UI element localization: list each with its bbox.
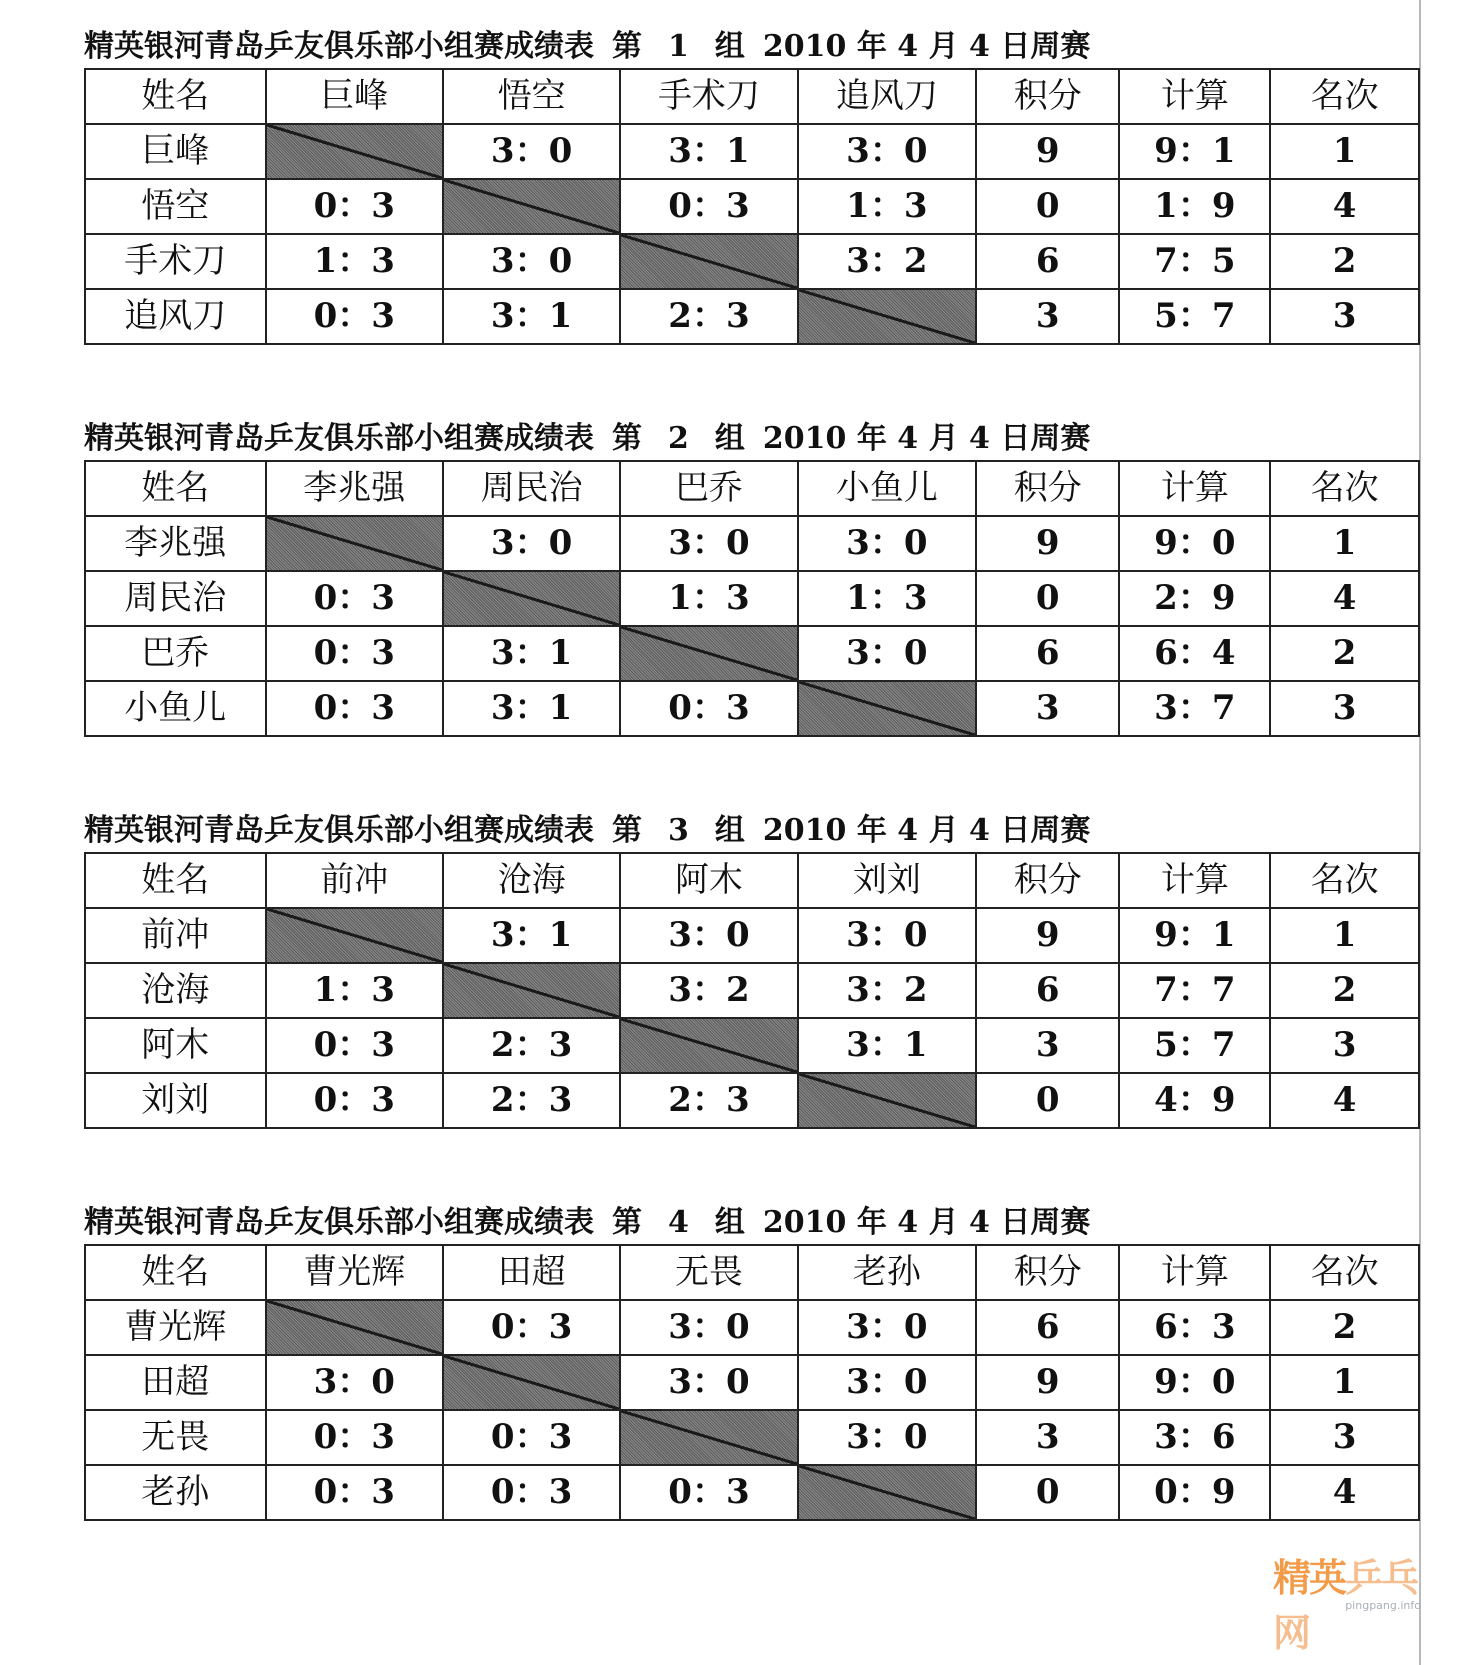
group-title-date: 2010 年 4 月 4 日周赛: [762, 813, 1091, 848]
rank-cell: 1: [1270, 1355, 1419, 1410]
table-row: [85, 179, 1419, 234]
match-score-cell: 3：1: [443, 626, 620, 681]
table-row: [85, 626, 1419, 681]
match-score-cell: 0：3: [443, 1300, 620, 1355]
match-score-cell: 3：2: [620, 963, 797, 1018]
self-match-shaded-cell: [620, 1410, 797, 1465]
rank-cell: 2: [1270, 234, 1419, 289]
match-score-cell: 2：3: [620, 289, 797, 344]
match-score-cell: 3：0: [443, 516, 620, 571]
score-table: [84, 460, 1420, 737]
player-name-cell: 阿木: [85, 1018, 266, 1073]
group-title: [84, 30, 1420, 64]
column-header: 名次: [1270, 69, 1419, 124]
match-score-cell: 3：0: [620, 516, 797, 571]
column-header: 曹光辉: [266, 1245, 443, 1300]
column-header: 田超: [443, 1245, 620, 1300]
match-score-cell: 1：3: [266, 963, 443, 1018]
player-name-cell: 刘刘: [85, 1073, 266, 1128]
table-row: [85, 124, 1419, 179]
player-name-cell: 悟空: [85, 179, 266, 234]
match-score-cell: 3：2: [798, 963, 976, 1018]
player-name-cell: 手术刀: [85, 234, 266, 289]
rank-cell: 4: [1270, 1073, 1419, 1128]
table-row: [85, 908, 1419, 963]
match-score-cell: 3：0: [798, 516, 976, 571]
self-match-shaded-cell: [443, 179, 620, 234]
group-title-zu: 组: [714, 421, 745, 456]
rank-cell: 3: [1270, 1018, 1419, 1073]
table-row: [85, 1018, 1419, 1073]
column-header: 老孙: [798, 1245, 976, 1300]
calc-cell: 3：7: [1119, 681, 1270, 736]
match-score-cell: 0：3: [266, 571, 443, 626]
column-header: 周民治: [443, 461, 620, 516]
header-row: [85, 461, 1419, 516]
group-title-org: 精英银河青岛乒友俱乐部小组赛成绩表: [84, 421, 594, 456]
calc-cell: 9：1: [1119, 124, 1270, 179]
match-score-cell: 1：3: [266, 234, 443, 289]
match-score-cell: 2：3: [443, 1018, 620, 1073]
group-title-zu: 组: [714, 29, 745, 64]
self-match-shaded-cell: [266, 1300, 443, 1355]
calc-cell: 7：7: [1119, 963, 1270, 1018]
points-cell: 0: [976, 1073, 1119, 1128]
match-score-cell: 0：3: [266, 626, 443, 681]
player-name-cell: 巴乔: [85, 626, 266, 681]
match-score-cell: 1：3: [798, 179, 976, 234]
column-header: 计算: [1119, 853, 1270, 908]
self-match-shaded-cell: [620, 626, 797, 681]
rank-cell: 1: [1270, 908, 1419, 963]
self-match-shaded-cell: [798, 1073, 976, 1128]
self-match-shaded-cell: [798, 681, 976, 736]
match-score-cell: 0：3: [266, 1018, 443, 1073]
group-title-org: 精英银河青岛乒友俱乐部小组赛成绩表: [84, 813, 594, 848]
points-cell: 0: [976, 179, 1119, 234]
rank-cell: 3: [1270, 289, 1419, 344]
group-title-date: 2010 年 4 月 4 日周赛: [762, 29, 1091, 64]
points-cell: 3: [976, 681, 1119, 736]
group-title-num: 4: [668, 1205, 689, 1240]
match-score-cell: 3：0: [798, 1410, 976, 1465]
table-row: [85, 1300, 1419, 1355]
points-cell: 3: [976, 1410, 1119, 1465]
group-title-num: 3: [668, 813, 689, 848]
player-name-cell: 小鱼儿: [85, 681, 266, 736]
group-title-zu: 组: [714, 1205, 745, 1240]
group-title: [84, 814, 1420, 848]
match-score-cell: 3：0: [798, 908, 976, 963]
column-header: 小鱼儿: [798, 461, 976, 516]
points-cell: 9: [976, 124, 1119, 179]
watermark-text-a: 精英: [1273, 1556, 1346, 1600]
score-table: [84, 852, 1420, 1129]
points-cell: 3: [976, 1018, 1119, 1073]
self-match-shaded-cell: [798, 289, 976, 344]
match-score-cell: 3：0: [266, 1355, 443, 1410]
calc-cell: 9：0: [1119, 1355, 1270, 1410]
column-header: 悟空: [443, 69, 620, 124]
calc-cell: 3：6: [1119, 1410, 1270, 1465]
column-header: 无畏: [620, 1245, 797, 1300]
self-match-shaded-cell: [620, 1018, 797, 1073]
column-header: 阿木: [620, 853, 797, 908]
group-title: [84, 422, 1420, 456]
calc-cell: 1：9: [1119, 179, 1270, 234]
column-header: 巨峰: [266, 69, 443, 124]
group-title-date: 2010 年 4 月 4 日周赛: [762, 421, 1091, 456]
calc-cell: 2：9: [1119, 571, 1270, 626]
group-title-date: 2010 年 4 月 4 日周赛: [762, 1205, 1091, 1240]
points-cell: 9: [976, 1355, 1119, 1410]
match-score-cell: 0：3: [266, 681, 443, 736]
group-3-section: [84, 814, 1420, 1129]
match-score-cell: 0：3: [620, 681, 797, 736]
match-score-cell: 3：0: [620, 1300, 797, 1355]
match-score-cell: 3：1: [798, 1018, 976, 1073]
points-cell: 3: [976, 289, 1119, 344]
match-score-cell: 3：2: [798, 234, 976, 289]
watermark-url: pingpang.info: [1345, 1599, 1421, 1612]
group-title-num: 2: [668, 421, 689, 456]
rank-cell: 1: [1270, 516, 1419, 571]
points-cell: 6: [976, 1300, 1119, 1355]
group-title-zu: 组: [714, 813, 745, 848]
column-header: 计算: [1119, 1245, 1270, 1300]
calc-cell: 9：0: [1119, 516, 1270, 571]
column-header: 巴乔: [620, 461, 797, 516]
match-score-cell: 2：3: [620, 1073, 797, 1128]
group-title-org: 精英银河青岛乒友俱乐部小组赛成绩表: [84, 1205, 594, 1240]
calc-cell: 5：7: [1119, 1018, 1270, 1073]
match-score-cell: 3：1: [443, 681, 620, 736]
player-name-cell: 李兆强: [85, 516, 266, 571]
score-table: [84, 1244, 1420, 1521]
calc-cell: 9：1: [1119, 908, 1270, 963]
player-name-cell: 沧海: [85, 963, 266, 1018]
site-watermark-logo: [1273, 1556, 1423, 1657]
calc-cell: 0：9: [1119, 1465, 1270, 1520]
column-header: 名次: [1270, 461, 1419, 516]
column-header: 手术刀: [620, 69, 797, 124]
rank-cell: 3: [1270, 681, 1419, 736]
column-header: 前冲: [266, 853, 443, 908]
group-1-section: [84, 30, 1420, 345]
player-name-cell: 周民治: [85, 571, 266, 626]
watermark-text: [1273, 1547, 1423, 1657]
rank-cell: 3: [1270, 1410, 1419, 1465]
match-score-cell: 0：3: [443, 1465, 620, 1520]
header-row: [85, 1245, 1419, 1300]
table-row: [85, 234, 1419, 289]
player-name-cell: 巨峰: [85, 124, 266, 179]
column-header: 姓名: [85, 853, 266, 908]
match-score-cell: 3：1: [443, 289, 620, 344]
self-match-shaded-cell: [266, 908, 443, 963]
table-row: [85, 1073, 1419, 1128]
column-header: 积分: [976, 1245, 1119, 1300]
header-row: [85, 69, 1419, 124]
rank-cell: 4: [1270, 571, 1419, 626]
match-score-cell: 3：0: [798, 626, 976, 681]
points-cell: 6: [976, 963, 1119, 1018]
column-header: 姓名: [85, 69, 266, 124]
self-match-shaded-cell: [266, 516, 443, 571]
rank-cell: 2: [1270, 1300, 1419, 1355]
column-header: 刘刘: [798, 853, 976, 908]
match-score-cell: 0：3: [620, 179, 797, 234]
self-match-shaded-cell: [620, 234, 797, 289]
self-match-shaded-cell: [443, 1355, 620, 1410]
points-cell: 9: [976, 908, 1119, 963]
calc-cell: 6：3: [1119, 1300, 1270, 1355]
match-score-cell: 0：3: [443, 1410, 620, 1465]
table-row: [85, 1465, 1419, 1520]
calc-cell: 7：5: [1119, 234, 1270, 289]
points-cell: 9: [976, 516, 1119, 571]
group-title-di: 第: [612, 29, 642, 64]
rank-cell: 2: [1270, 626, 1419, 681]
rank-cell: 4: [1270, 179, 1419, 234]
group-title-org: 精英银河青岛乒友俱乐部小组赛成绩表: [84, 29, 594, 64]
column-header: 名次: [1270, 1245, 1419, 1300]
match-score-cell: 1：3: [798, 571, 976, 626]
group-title: [84, 1206, 1420, 1240]
table-row: [85, 963, 1419, 1018]
match-score-cell: 3：0: [620, 908, 797, 963]
table-row: [85, 1410, 1419, 1465]
calc-cell: 6：4: [1119, 626, 1270, 681]
watermark-text-b: 乒乓网: [1273, 1556, 1418, 1655]
match-score-cell: 3：0: [443, 234, 620, 289]
match-score-cell: 3：1: [620, 124, 797, 179]
points-cell: 0: [976, 1465, 1119, 1520]
match-score-cell: 2：3: [443, 1073, 620, 1128]
group-title-di: 第: [612, 1205, 642, 1240]
player-name-cell: 老孙: [85, 1465, 266, 1520]
rank-cell: 4: [1270, 1465, 1419, 1520]
match-score-cell: 0：3: [266, 1410, 443, 1465]
points-cell: 6: [976, 626, 1119, 681]
header-row: [85, 853, 1419, 908]
table-row: [85, 516, 1419, 571]
match-score-cell: 0：3: [266, 179, 443, 234]
group-2-section: [84, 422, 1420, 737]
column-header: 计算: [1119, 69, 1270, 124]
points-cell: 6: [976, 234, 1119, 289]
match-score-cell: 0：3: [266, 1465, 443, 1520]
match-score-cell: 3：0: [620, 1355, 797, 1410]
column-header: 积分: [976, 461, 1119, 516]
table-row: [85, 289, 1419, 344]
column-header: 积分: [976, 853, 1119, 908]
self-match-shaded-cell: [443, 963, 620, 1018]
calc-cell: 5：7: [1119, 289, 1270, 344]
self-match-shaded-cell: [443, 571, 620, 626]
column-header: 姓名: [85, 461, 266, 516]
self-match-shaded-cell: [266, 124, 443, 179]
match-score-cell: 0：3: [620, 1465, 797, 1520]
match-score-cell: 3：0: [798, 1300, 976, 1355]
column-header: 积分: [976, 69, 1119, 124]
column-header: 名次: [1270, 853, 1419, 908]
match-score-cell: 1：3: [620, 571, 797, 626]
column-header: 李兆强: [266, 461, 443, 516]
player-name-cell: 前冲: [85, 908, 266, 963]
match-score-cell: 3：0: [443, 124, 620, 179]
player-name-cell: 无畏: [85, 1410, 266, 1465]
match-score-cell: 3：1: [443, 908, 620, 963]
table-row: [85, 571, 1419, 626]
player-name-cell: 追风刀: [85, 289, 266, 344]
calc-cell: 4：9: [1119, 1073, 1270, 1128]
group-title-di: 第: [612, 813, 642, 848]
player-name-cell: 曹光辉: [85, 1300, 266, 1355]
points-cell: 0: [976, 571, 1119, 626]
rank-cell: 2: [1270, 963, 1419, 1018]
self-match-shaded-cell: [798, 1465, 976, 1520]
rank-cell: 1: [1270, 124, 1419, 179]
group-title-num: 1: [668, 29, 689, 64]
table-row: [85, 1355, 1419, 1410]
column-header: 姓名: [85, 1245, 266, 1300]
group-4-section: [84, 1206, 1420, 1521]
player-name-cell: 田超: [85, 1355, 266, 1410]
group-title-di: 第: [612, 421, 642, 456]
column-header: 计算: [1119, 461, 1270, 516]
column-header: 沧海: [443, 853, 620, 908]
match-score-cell: 0：3: [266, 289, 443, 344]
table-row: [85, 681, 1419, 736]
match-score-cell: 3：0: [798, 1355, 976, 1410]
column-header: 追风刀: [798, 69, 976, 124]
match-score-cell: 0：3: [266, 1073, 443, 1128]
match-score-cell: 3：0: [798, 124, 976, 179]
score-table: [84, 68, 1420, 345]
